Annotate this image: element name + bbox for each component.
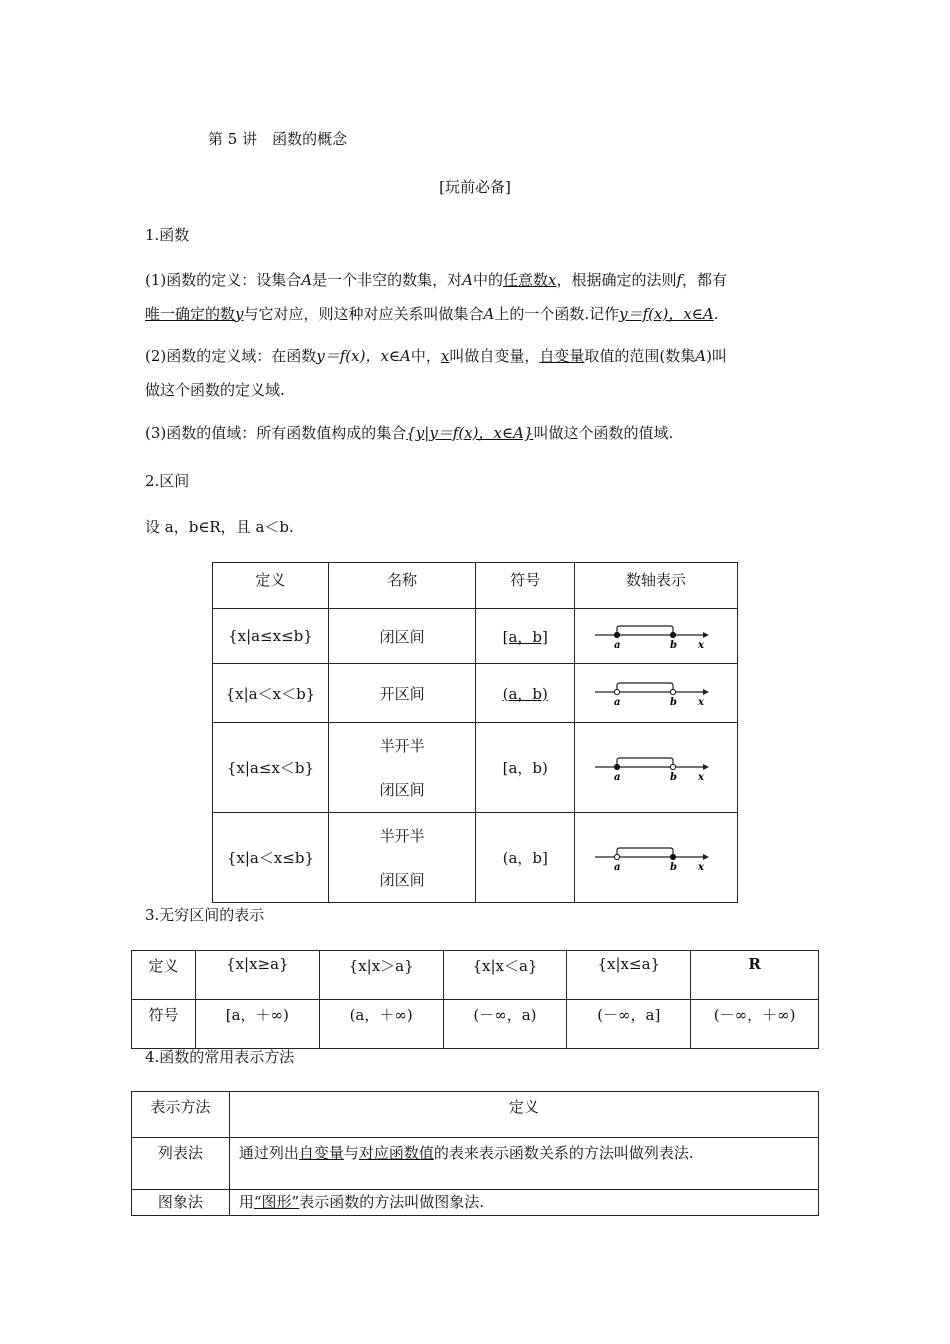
s4-heading: 4.函数的常用表示方法	[145, 1048, 295, 1066]
s1-heading: 1.函数	[145, 226, 190, 244]
header-def: 定义	[213, 563, 329, 609]
closed-endpoint	[614, 632, 619, 637]
row-def: {x|a≤x≤b}	[213, 609, 329, 664]
row-symbol: (a，b)	[476, 664, 575, 723]
row-name: 半开半 闭区间	[328, 723, 475, 813]
interval-bracket	[617, 758, 673, 767]
number-line	[591, 678, 721, 708]
open-endpoint	[614, 689, 619, 694]
number-line-cell	[575, 813, 738, 903]
cell: 符号	[132, 1000, 196, 1049]
axis-label-a: a	[614, 771, 621, 783]
interval-bracket	[617, 848, 673, 857]
header-method: 表示方法	[132, 1092, 230, 1138]
open-endpoint	[614, 854, 619, 859]
number-line	[591, 753, 721, 783]
axis-label-a: a	[614, 861, 621, 873]
open-endpoint	[670, 689, 675, 694]
header-name: 名称	[328, 563, 475, 609]
method-name: 列表法	[132, 1138, 230, 1190]
cell: 定义	[132, 951, 196, 1000]
axis-arrow	[703, 854, 709, 860]
row-name: 开区间	[328, 664, 475, 723]
axis-label-x: x	[698, 640, 705, 651]
method-name: 图象法	[132, 1190, 230, 1216]
number-line	[591, 843, 721, 873]
method-header	[132, 1092, 819, 1138]
header-definition: 定义	[229, 1092, 818, 1138]
row-symbol: [a，b]	[476, 609, 575, 664]
cell: {x|x≥a}	[195, 951, 319, 1000]
axis-label-b: b	[670, 697, 678, 708]
method-row-table	[132, 1138, 819, 1190]
method-row-graph	[132, 1190, 819, 1216]
interval-bracket	[617, 626, 673, 635]
axis-arrow	[703, 764, 709, 770]
method-table	[131, 1091, 819, 1216]
interval-row	[213, 664, 738, 723]
cell: [a，＋∞)	[195, 1000, 319, 1049]
number-line-cell	[575, 723, 738, 813]
cell: {x|x＜a}	[443, 951, 567, 1000]
number-line-cell	[575, 609, 738, 664]
open-endpoint	[670, 764, 675, 769]
closed-endpoint	[670, 632, 675, 637]
s1-paragraph-3: (3)函数的值域：所有函数值构成的集合{y|y＝f(x)，x∈A}叫做这个函数的值域.	[145, 424, 674, 442]
interval-table	[212, 562, 738, 903]
row-def: {x|a≤x＜b}	[213, 723, 329, 813]
interval-table-header	[213, 563, 738, 609]
s2-intro: 设 a，b∈R，且 a＜b.	[145, 518, 294, 536]
cell: (－∞，＋∞)	[691, 1000, 819, 1049]
cell: (a，＋∞)	[319, 1000, 443, 1049]
cell: {x|x＞a}	[319, 951, 443, 1000]
cell: R	[691, 951, 819, 1000]
row-def: {x|a＜x＜b}	[213, 664, 329, 723]
interval-row	[213, 813, 738, 903]
axis-label-b: b	[670, 771, 678, 783]
lesson-title: 第 5 讲 函数的概念	[208, 130, 348, 148]
number-line-cell	[575, 664, 738, 723]
row-name: 半开半 闭区间	[328, 813, 475, 903]
axis-label-x: x	[698, 697, 705, 708]
row-name: 闭区间	[328, 609, 475, 664]
closed-endpoint	[670, 854, 675, 859]
axis-label-a: a	[614, 697, 621, 708]
s2-heading: 2.区间	[145, 472, 190, 490]
closed-endpoint	[614, 764, 619, 769]
axis-label-x: x	[698, 861, 705, 873]
number-line	[591, 621, 721, 651]
section-heading: [玩前必备]	[439, 178, 511, 196]
axis-label-a: a	[614, 640, 621, 651]
method-definition: 用“图形”表示函数的方法叫做图象法.	[229, 1190, 818, 1216]
cell: (－∞，a]	[567, 1000, 691, 1049]
axis-label-b: b	[670, 861, 678, 873]
axis-arrow	[703, 632, 709, 638]
s1-paragraph-2: (2)函数的定义域：在函数y＝f(x)，x∈A中，x叫做自变量，自变量取值的范围(数集A)叫 做这个函数的定义域.	[145, 347, 727, 399]
axis-label-b: b	[670, 640, 678, 651]
header-symbol: 符号	[476, 563, 575, 609]
interval-bracket	[617, 683, 673, 692]
row-def: {x|a＜x≤b}	[213, 813, 329, 903]
header-number-line: 数轴表示	[575, 563, 738, 609]
s3-heading: 3.无穷区间的表示	[145, 906, 265, 924]
row-symbol: (a，b]	[476, 813, 575, 903]
s1-paragraph-1: (1)函数的定义：设集合A是一个非空的数集，对A中的任意数x，根据确定的法则f，都有 唯一确定的数y与它对应，则这种对应关系叫做集合A上的一个函数.记作y＝f(x)，x∈A.	[145, 271, 728, 323]
cell: (－∞，a)	[443, 1000, 567, 1049]
row-symbol: [a，b)	[476, 723, 575, 813]
interval-row	[213, 723, 738, 813]
cell: {x|x≤a}	[567, 951, 691, 1000]
axis-arrow	[703, 689, 709, 695]
axis-label-x: x	[698, 771, 705, 783]
infinite-interval-table	[131, 950, 819, 1049]
infinite-row-definition	[132, 951, 819, 1000]
method-definition: 通过列出自变量与对应函数值的表来表示函数关系的方法叫做列表法.	[229, 1138, 818, 1190]
interval-row	[213, 609, 738, 664]
